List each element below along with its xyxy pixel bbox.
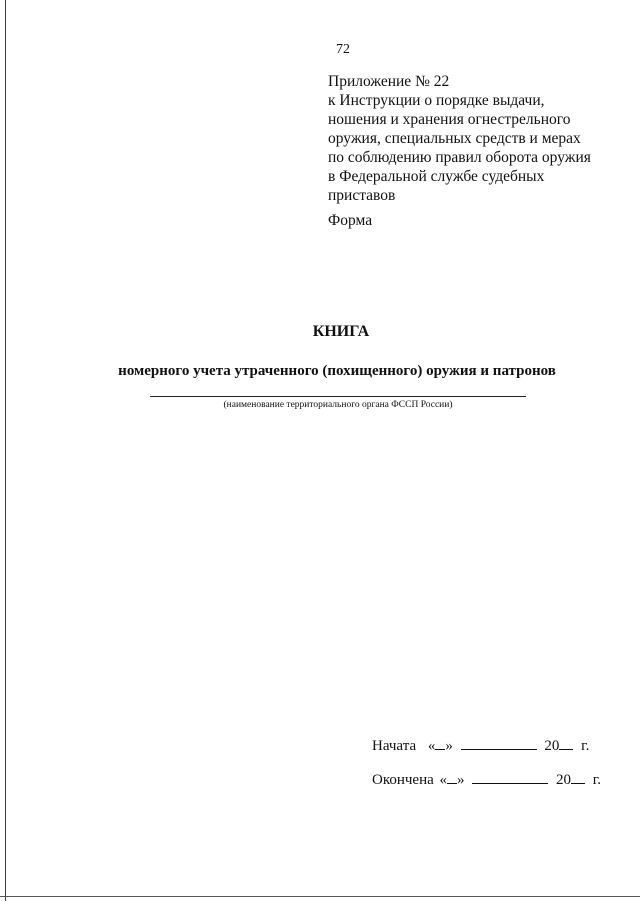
document-title: КНИГА (312, 323, 370, 340)
org-name-caption: (наименование территориального органа ФССП России) (223, 400, 453, 410)
page-number: 72 (336, 42, 350, 57)
appendix-line: Приложение № 22 (328, 73, 450, 90)
scan-edge-bottom (0, 896, 640, 897)
ended-label: Окончена (372, 772, 434, 788)
close-quote: » (457, 772, 465, 788)
appendix-line: приставов (328, 187, 396, 204)
day-blank (447, 782, 457, 784)
appendix-line: ношения и хранения огнестрельного (328, 111, 571, 128)
appendix-line: к Инструкции о порядке выдачи, (328, 92, 545, 109)
year-suffix: г. (592, 772, 601, 788)
month-blank (461, 748, 537, 750)
close-quote: » (445, 738, 453, 754)
year-blank (559, 748, 573, 750)
appendix-block (328, 72, 628, 205)
year-prefix: 20 (556, 772, 572, 788)
started-date-row (372, 738, 589, 755)
appendix-line: в Федеральной службе судебных (328, 168, 545, 185)
year-blank (571, 782, 585, 784)
org-name-line (150, 396, 526, 397)
appendix-line: оружия, специальных средств и мерах (328, 130, 581, 147)
year-suffix: г. (581, 738, 590, 754)
scan-edge-left (5, 0, 6, 901)
appendix-line: по соблюдению правил оборота оружия (328, 149, 591, 166)
month-blank (472, 782, 548, 784)
open-quote: « (439, 772, 448, 788)
day-blank (435, 748, 445, 750)
ended-date-row (372, 772, 601, 789)
document-subtitle: номерного учета утраченного (похищенного) оружия и патронов (118, 363, 556, 379)
open-quote: « (427, 738, 436, 754)
started-label: Начата (372, 738, 417, 754)
form-label: Форма (328, 212, 373, 229)
year-prefix: 20 (544, 738, 560, 754)
